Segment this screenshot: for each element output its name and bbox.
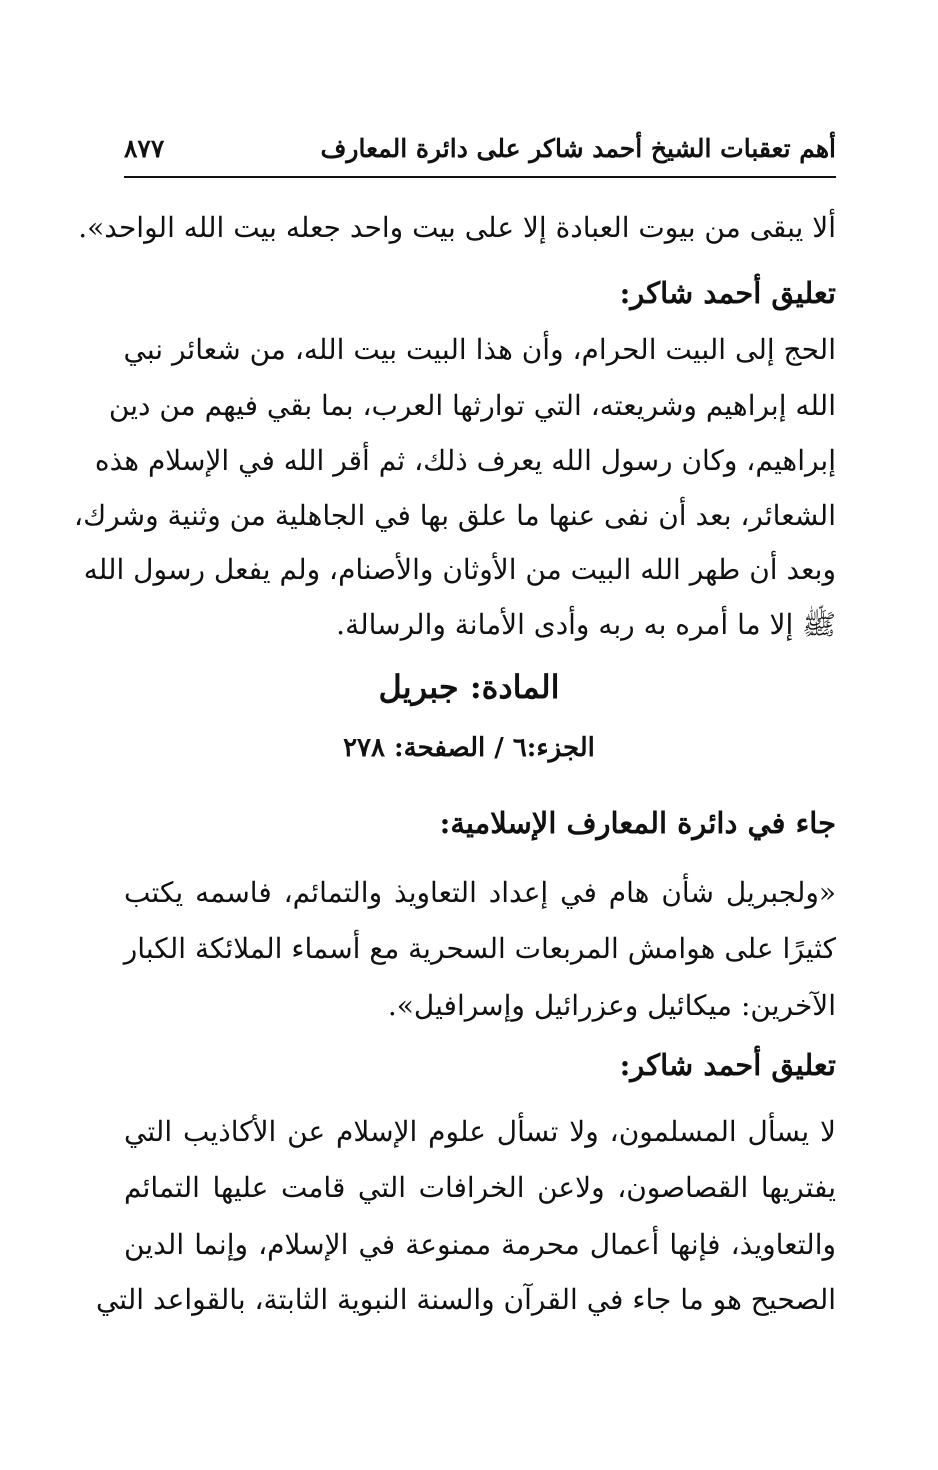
paragraph-line: ألا يبقى من بيوت العبادة إلا على بيت واحد جعله بيت الله الواحد».: [78, 211, 836, 244]
paragraph-line: الشعائر، بعد أن نفى عنها ما علق بها في الجاهلية من وثنية وشرك،: [74, 499, 836, 532]
paragraph-line: يفتريها القصاصون، ولاعن الخرافات التي قامت عليها التمائم: [124, 1171, 836, 1204]
paragraph-line: والتعاويذ، فإنها أعمال محرمة ممنوعة في الإسلام، وإنما الدين: [124, 1228, 836, 1261]
paragraph-line: ﷺ إلا ما أمره به ربه وأدى الأمانة والرسالة.: [336, 608, 836, 641]
running-title: أهم تعقبات الشيخ أحمد شاكر على دائرة المعارف: [320, 134, 836, 163]
paragraph-line: إبراهيم، وكان رسول الله يعرف ذلك، ثم أقر الله في الإسلام هذه: [94, 444, 836, 477]
comment-heading: تعليق أحمد شاكر:: [619, 276, 836, 310]
entry-title: المادة: جبريل: [378, 668, 560, 706]
quote-line: كثيرًا على هوامش المربعات السحرية مع أسماء الملائكة الكبار: [123, 932, 836, 965]
paragraph-line: الحج إلى البيت الحرام، وأن هذا البيت بيت الله، من شعائر نبي: [123, 333, 836, 366]
quote-line: الآخرين: ميكائيل وعزرائيل وإسرافيل».: [387, 989, 836, 1022]
paragraph-line: الصحيح هو ما جاء في القرآن والسنة النبوية الثابتة، بالقواعد التي: [95, 1283, 836, 1316]
source-heading: جاء في دائرة المعارف الإسلامية:: [439, 806, 836, 840]
paragraph-line: وبعد أن طهر الله البيت من الأوثان والأصنام، ولم يفعل رسول الله: [83, 553, 836, 586]
quote-line: «ولجبريل شأن هام في إعداد التعاويذ والتمائم، فاسمه يكتب: [124, 876, 836, 909]
page-header: [124, 128, 836, 178]
paragraph-line: الله إبراهيم وشريعته، التي توارثها العرب، بما بقي فيهم من دين: [108, 389, 836, 422]
paragraph-line: لا يسأل المسلمون، ولا تسأل علوم الإسلام عن الأكاذيب التي: [124, 1115, 836, 1148]
comment-heading: تعليق أحمد شاكر:: [619, 1048, 836, 1082]
entry-location: الجزء:٦ / الصفحة: ٢٧٨: [343, 733, 595, 763]
page-number: ٨٧٧: [124, 134, 165, 163]
